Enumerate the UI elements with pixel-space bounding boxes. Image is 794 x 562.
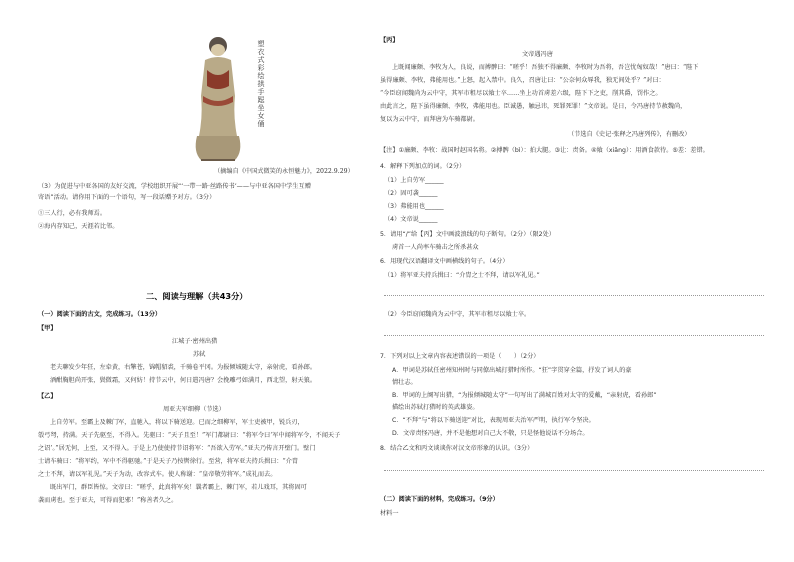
bing-line-3: “今臣窃闻魏尚为云中守，其军市租尽以飨士卒……坐上功首虏差六级，陛下下之吏，削其爵，罚作之。 xyxy=(380,90,662,97)
poem-title: 江城子·密州出猎 xyxy=(172,338,218,345)
q5-line2: 虏首一人尚率车骑击之所杀甚众 xyxy=(392,244,479,251)
figure-caption: 塑衣式彩绘拱手跽坐女俑 xyxy=(257,40,265,128)
section2-title: 二、阅读与理解（共43分） xyxy=(146,291,248,301)
bing-line-2: 虽得廉颇、李牧，弗能用也。”上怒，起入禁中。良久，召唐让曰：“公奈何众辱我，独无间处乎？”对曰： xyxy=(380,77,665,84)
q7-opt-a2: 情壮志。 xyxy=(392,379,417,386)
poem-author: 苏轼 xyxy=(193,351,206,358)
q5-line1: 5．请用“/”给【丙】文中画波浪线的句子断句。（2分）（限2处） xyxy=(380,231,555,238)
yi-label: 【乙】 xyxy=(38,393,57,400)
yi-line-6: 既出军门，群臣皆惊。文帝曰：“嗟乎，此真将军矣！曩者霸上、棘门军，若儿戏耳，其将固可 xyxy=(50,484,307,491)
yi-line-7: 袭而虏也。至于亚夫，可得而犯邪！”称善者久之。 xyxy=(38,497,178,504)
q7: 7．下列对以上文章内容表述错误的一项是（ ）（2分） xyxy=(380,353,540,360)
part2-heading: （二）阅读下面的材料，完成练习。（9分） xyxy=(380,496,499,503)
jia-label: 【甲】 xyxy=(38,325,57,332)
q3-option2: ②海内存知己，天涯若比邻。 xyxy=(38,223,119,230)
yi-line-3: 之诏’。”居无何，上至，又不得入。于是上乃使使持节诏将军：“吾欲入劳军。”亚夫乃传言开壁门。壁门 xyxy=(38,445,316,452)
figure-source: （摘编自《中国式微笑的永恒魅力》，2022.9.29） xyxy=(214,168,354,175)
bing-line-5: 复以为云中守，而拜唐为车骑都尉。 xyxy=(380,116,479,123)
yi-title: 周亚夫军细柳（节选） xyxy=(163,406,225,413)
poem-line-2: 酒酣胸胆尚开张，鬓微霜，又何妨！持节云中，何日遣冯唐？会挽雕弓如满月，西北望，射天狼。 xyxy=(50,377,317,384)
q7-opt-d: D．文帝责怪冯唐，并不是他想对自己大不敬，只是怪他说话不分场合。 xyxy=(392,430,589,437)
q7-opt-b1: B．甲词的上阕写出猎，“为报倾城随太守”一句写出了满城百姓对太守的爱戴，“亲射虎，看孙郎” xyxy=(392,392,657,399)
yi-line-4: 士请车骑曰：“将军约，军中不得驱驰。”于是天子乃按辔徐行。至营，将军亚夫持兵揖曰：“介胄 xyxy=(38,458,299,465)
bing-line-1: 上既闻廉颇、李牧为人，良说，而搏髀曰：“嗟乎！吾独不得廉颇、李牧时为吾将，吾岂忧匈奴哉！”唐曰：“陛下 xyxy=(392,64,699,71)
yi-line-2: 彀弓弩，持满。天子先驱至，不得入。先驱曰：“天子且至！”军门都尉曰：“将军令曰‘军中闻将军令，不闻天子 xyxy=(38,432,341,439)
q4: 4．解释下列加点的词。（2分） xyxy=(380,163,466,170)
answer-line-q6-2 xyxy=(384,335,764,336)
bing-source: （节选自《史记·张释之冯唐列传》，有删改） xyxy=(568,131,691,138)
part1-heading: （一）阅读下面的古文，完成练习。（13分） xyxy=(38,311,162,318)
material1-label: 材料一 xyxy=(380,510,399,517)
q3-line2: 寄语”活动。请你用下面的一个语句，写一段话赠予对方。（3分） xyxy=(38,194,216,201)
yi-line-5: 之士不拜，请以军礼见。”天子为动，改容式车。使人称谢：“皇帝敬劳将军。”成礼而去。 xyxy=(38,471,277,478)
q6-1: （1）将军亚夫持兵揖曰：“介胄之士不拜，请以军礼见。” xyxy=(384,272,540,279)
figurine-image xyxy=(183,36,253,166)
bing-line-4: 由此言之，陛下虽得廉颇、李牧，弗能用也。臣诚愚，触忌讳，死罪死罪！”文帝说。是日，令冯唐持节赦魏尚， xyxy=(380,103,687,110)
q6: 6．用现代汉语翻译文中画横线的句子。（4分） xyxy=(380,258,509,265)
q3-line1: （3）为促进与中亚各国的友好交流，学校组织开展“‘一带一路·丝路传书’——与中亚各国中学生互赠 xyxy=(38,183,311,190)
answer-line-q8 xyxy=(384,470,764,471)
poem-line-1: 老夫聊发少年狂，左牵黄，右擎苍，锦帽貂裘，千骑卷平冈。为报倾城随太守，亲射虎，看孙郎。 xyxy=(50,364,317,371)
q4-item-3: （3）弗能用也______ xyxy=(384,203,444,210)
q7-opt-c: C．“不拜”与“将以下骑送迎”对比，表现周亚夫治军严明，执行军令坚决。 xyxy=(392,417,595,424)
bing-notes: 【注】①廉颇、李牧：战国时赵国名将。②搏髀（bì）：拍大腿。③让：责备。④飨（xiǎng）：用酒食款待。⑤差：差错。 xyxy=(380,147,709,154)
q7-opt-b2: 描绘出苏轼打猎时的英武雄姿。 xyxy=(392,404,479,411)
yi-line-1: 上自劳军。至霸上及棘门军，直驰入，将以下骑送迎。已而之细柳军，军士吏被甲，锐兵刃， xyxy=(50,419,304,426)
q3-option1: ①三人行，必有我师焉。 xyxy=(38,210,107,217)
q6-2: （2）今臣窃闻魏尚为云中守，其军市租尽以飨士卒。 xyxy=(384,311,531,318)
q4-item-4: （4）文帝说______ xyxy=(384,216,438,223)
q4-item-1: （1）上自劳军______ xyxy=(384,177,444,184)
q8: 8．结合乙文和丙文谈谈你对汉文帝形象的认识。（3分） xyxy=(380,445,534,452)
q4-item-2: （2）固可袭______ xyxy=(384,190,438,197)
answer-line-q6-1 xyxy=(384,295,764,296)
bing-title: 文帝遇冯唐 xyxy=(522,51,553,58)
q7-opt-a1: A．甲词是苏轼任密州知州时与同僚出城打猎时所作。“狂”字贯穿全篇，抒发了词人的豪 xyxy=(392,367,632,374)
bing-label: 【丙】 xyxy=(380,37,399,44)
